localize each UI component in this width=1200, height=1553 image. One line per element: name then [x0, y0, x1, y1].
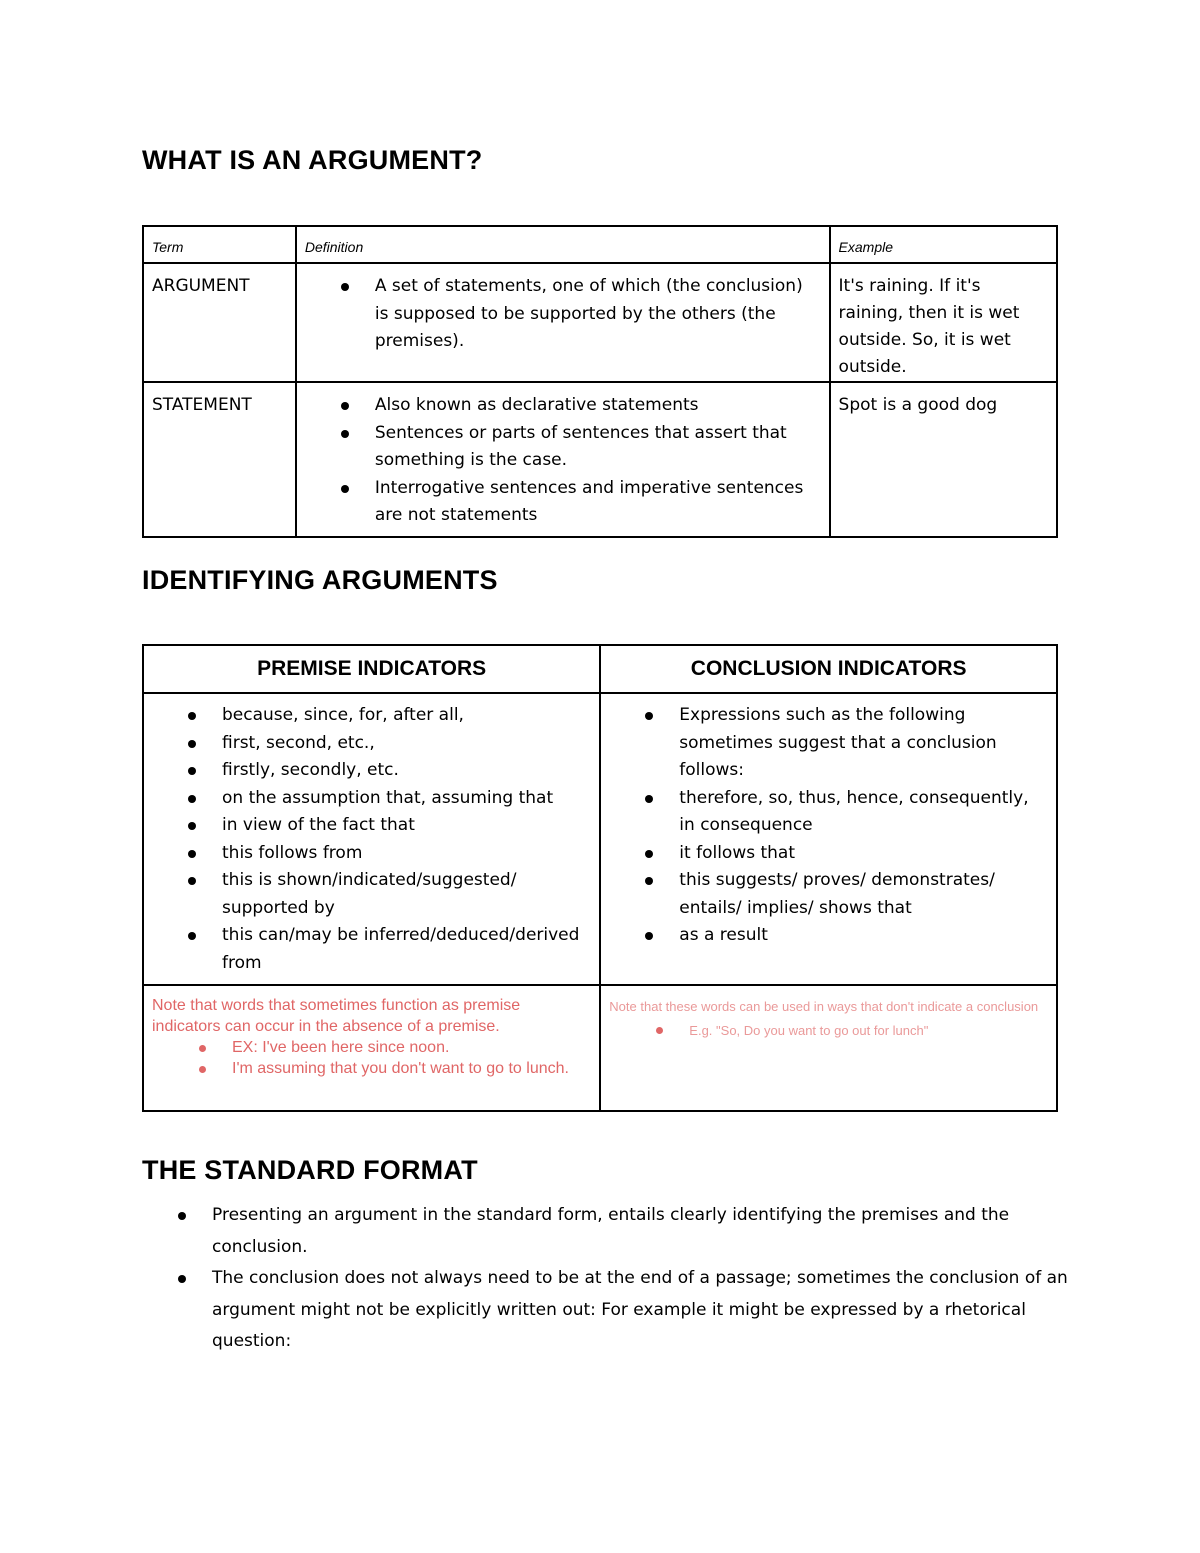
list-item: Presenting an argument in the standard form, entails clearly identifying the premises and the conclusion.: [212, 1200, 1072, 1263]
conclusion-note-text: Note that these words can be used in ways that don't indicate a conclusion: [609, 999, 1039, 1014]
list-item: firstly, secondly, etc.: [222, 757, 591, 785]
list-item: it follows that: [679, 840, 1048, 868]
terms-table-header-row: [143, 226, 1057, 263]
table-row-statement: [143, 382, 1057, 537]
definition-cell: [296, 382, 830, 537]
conclusion-note-cell: [600, 985, 1057, 1111]
header-definition: Definition: [296, 226, 830, 263]
conclusion-note-list: [609, 1019, 1048, 1043]
header-term: Term: [143, 226, 296, 263]
definition-cell: [296, 263, 830, 382]
conclusion-indicators-header: CONCLUSION INDICATORS: [600, 645, 1057, 693]
example-cell: Spot is a good dog: [830, 382, 1057, 537]
premise-indicators-list: [144, 694, 599, 977]
term-cell: STATEMENT: [143, 382, 296, 537]
term-cell: ARGUMENT: [143, 263, 296, 382]
list-item: this can/may be inferred/deduced/derived from: [222, 922, 591, 977]
list-item: this follows from: [222, 840, 591, 868]
section-heading-standard-format: THE STANDARD FORMAT: [142, 1155, 478, 1185]
list-item: this is shown/indicated/suggested/ supported by: [222, 867, 591, 922]
list-item: The conclusion does not always need to be at the end of a passage; sometimes the conclusion of an argument might not be explicitly written out: For example it might be expressed by a rhetorical question:: [212, 1263, 1072, 1358]
premise-note-cell: [143, 985, 600, 1111]
section-heading-what-is-argument: WHAT IS AN ARGUMENT?: [142, 145, 483, 175]
standard-format-list: [212, 1200, 1072, 1358]
list-item: Expressions such as the following sometimes suggest that a conclusion follows:: [679, 702, 1048, 785]
list-item: on the assumption that, assuming that: [222, 785, 591, 813]
premise-note-list: [152, 1037, 591, 1079]
indicators-note-row: [143, 985, 1057, 1111]
terms-table: [142, 225, 1058, 538]
example-cell: It's raining. If it's raining, then it is wet outside. So, it is wet outside.: [830, 263, 1057, 382]
section-heading-identifying-arguments: IDENTIFYING ARGUMENTS: [142, 565, 498, 595]
definition-list: [297, 264, 829, 356]
conclusion-indicators-cell: [600, 693, 1057, 985]
list-item: this suggests/ proves/ demonstrates/ entails/ implies/ shows that: [679, 867, 1048, 922]
table-row-argument: [143, 263, 1057, 382]
list-item: because, since, for, after all,: [222, 702, 591, 730]
premise-indicators-header: PREMISE INDICATORS: [143, 645, 600, 693]
list-item: E.g. "So, Do you want to go out for lunch": [689, 1019, 1048, 1043]
list-item: first, second, etc.,: [222, 730, 591, 758]
definition-list: [297, 383, 829, 530]
list-item: therefore, so, thus, hence, consequently, in consequence: [679, 785, 1048, 840]
premise-indicators-cell: [143, 693, 600, 985]
header-example: Example: [830, 226, 1057, 263]
definition-item: Also known as declarative statements: [375, 392, 821, 420]
indicators-list-row: [143, 693, 1057, 985]
definition-item: Interrogative sentences and imperative sentences are not statements: [375, 475, 821, 530]
indicators-header-row: [143, 645, 1057, 693]
list-item: as a result: [679, 922, 1048, 950]
definition-item: A set of statements, one of which (the conclusion) is supposed to be supported by the others (the premises).: [375, 273, 821, 356]
list-item: in view of the fact that: [222, 812, 591, 840]
definition-item: Sentences or parts of sentences that assert that something is the case.: [375, 420, 821, 475]
list-item: EX: I've been here since noon.: [232, 1037, 591, 1058]
conclusion-indicators-list: [601, 694, 1056, 950]
list-item: I'm assuming that you don't want to go to lunch.: [232, 1058, 591, 1079]
premise-note-text: Note that words that sometimes function as premise indicators can occur in the absence of a premise.: [152, 997, 521, 1035]
indicators-table: [142, 644, 1058, 1112]
